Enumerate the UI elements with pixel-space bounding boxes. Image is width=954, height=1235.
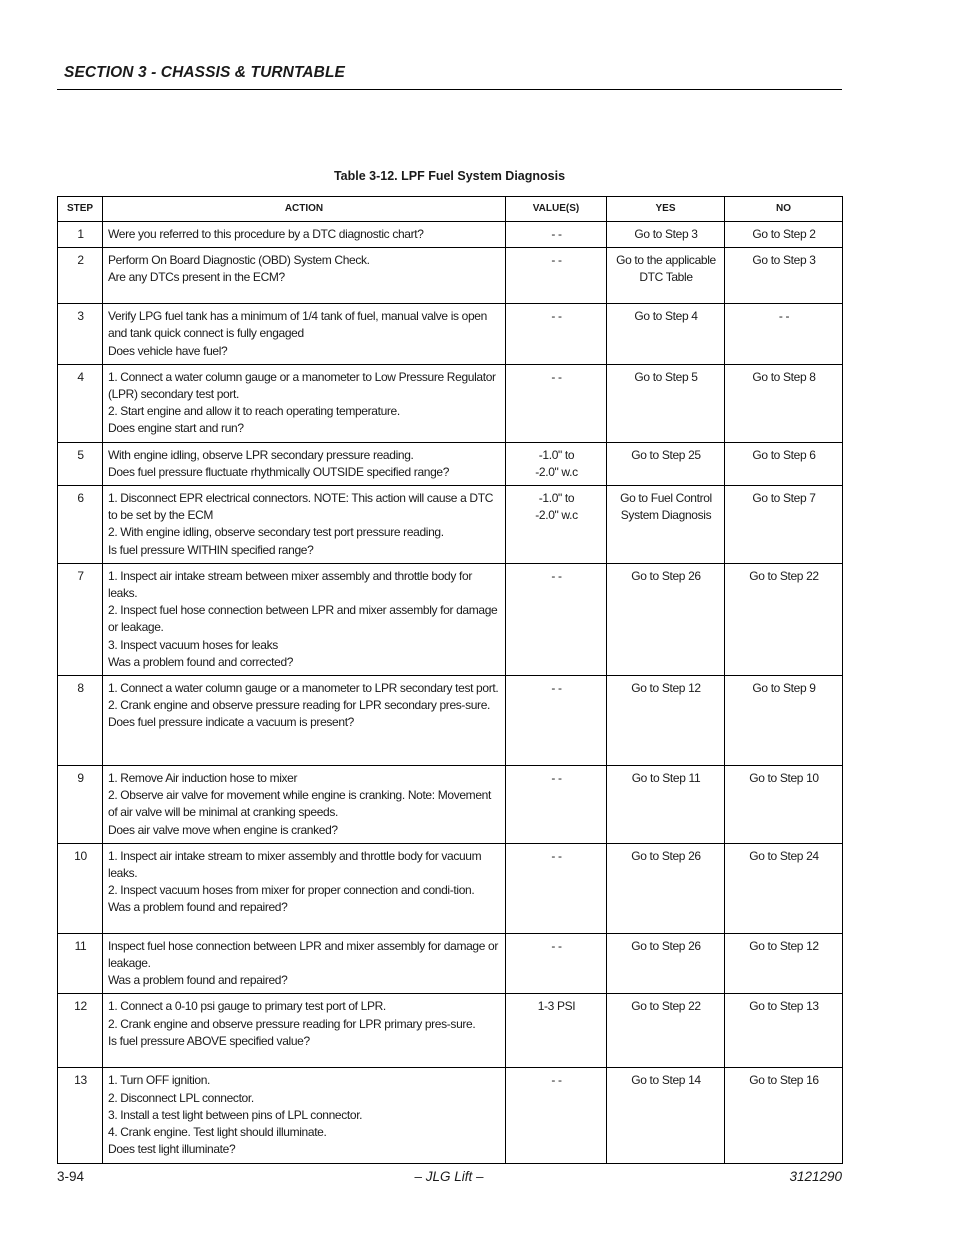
action-cell: 1. Inspect air intake stream to mixer assembly and throttle body for vacuum leaks. 2. Inspect vacuum hoses from mixer for proper connection and condi-tion. Was a problem found and repaired? — [103, 843, 506, 933]
value-cell: - - — [506, 676, 607, 766]
no-cell: Go to Step 13 — [725, 994, 843, 1068]
value-cell: -1.0" to -2.0" w.c — [506, 442, 607, 485]
value-cell: - - — [506, 766, 607, 844]
no-cell: Go to Step 8 — [725, 364, 843, 442]
value-cell: - - — [506, 304, 607, 365]
step-cell: 4 — [58, 364, 103, 442]
footer-brand: – JLG Lift – — [414, 1169, 484, 1184]
no-cell: Go to Step 6 — [725, 442, 843, 485]
action-cell: 1. Disconnect EPR electrical connectors. NOTE: This action will cause a DTC to be set by the ECM 2. With engine idling, observe secondary test port pressure reading. Is fuel pressure WITHIN specified range? — [103, 486, 506, 564]
yes-cell: Go to Step 4 — [607, 304, 725, 365]
table-row — [58, 486, 843, 564]
step-cell: 12 — [58, 994, 103, 1068]
action-cell: Verify LPG fuel tank has a minimum of 1/4 tank of fuel, manual valve is open and tank quick connect is fully engaged Does vehicle have fuel? — [103, 304, 506, 365]
table-row — [58, 222, 843, 248]
action-cell: 1. Turn OFF ignition. 2. Disconnect LPL connector. 3. Install a test light between pins of LPL connector. 4. Crank engine. Test light should illuminate. Does test light illuminate? — [103, 1068, 506, 1163]
action-cell: Perform On Board Diagnostic (OBD) System Check. Are any DTCs present in the ECM? — [103, 248, 506, 304]
page-number: 3-94 — [57, 1169, 85, 1184]
section-title: SECTION 3 - CHASSIS & TURNTABLE — [64, 64, 345, 81]
no-cell: Go to Step 7 — [725, 486, 843, 564]
no-cell: Go to Step 22 — [725, 563, 843, 675]
step-cell: 8 — [58, 676, 103, 766]
table-row — [58, 994, 843, 1068]
table-row — [58, 304, 843, 365]
step-cell: 3 — [58, 304, 103, 365]
table-row — [58, 1068, 843, 1163]
yes-cell: Go to Step 12 — [607, 676, 725, 766]
step-cell: 2 — [58, 248, 103, 304]
table-row — [58, 248, 843, 304]
header-divider — [57, 89, 842, 90]
no-cell: Go to Step 2 — [725, 222, 843, 248]
value-cell: - - — [506, 843, 607, 933]
yes-cell: Go to the applicable DTC Table — [607, 248, 725, 304]
step-cell: 13 — [58, 1068, 103, 1163]
action-cell: 1. Inspect air intake stream between mixer assembly and throttle body for leaks. 2. Inspect fuel hose connection between LPR and mixer assembly for damage or leakage. 3. Inspect vacuum hoses for leaks Was a problem found and corrected? — [103, 563, 506, 675]
table-row — [58, 766, 843, 844]
column-header-yes: YES — [607, 197, 725, 222]
table-row — [58, 676, 843, 766]
table-row — [58, 933, 843, 994]
document-number: 3121290 — [789, 1169, 842, 1184]
table-header-row — [58, 197, 843, 222]
yes-cell: Go to Step 5 — [607, 364, 725, 442]
action-cell: 1. Connect a water column gauge or a manometer to Low Pressure Regulator (LPR) secondary test port. 2. Start engine and allow it to reach operating temperature. Does engine start and run? — [103, 364, 506, 442]
column-header-action: ACTION — [103, 197, 506, 222]
action-cell: With engine idling, observe LPR secondary pressure reading. Does fuel pressure fluctuate rhythmically OUTSIDE specified range? — [103, 442, 506, 485]
no-cell: Go to Step 9 — [725, 676, 843, 766]
value-cell: - - — [506, 933, 607, 994]
step-cell: 5 — [58, 442, 103, 485]
step-cell: 10 — [58, 843, 103, 933]
column-header-step: STEP — [58, 197, 103, 222]
no-cell: Go to Step 16 — [725, 1068, 843, 1163]
table-row — [58, 442, 843, 485]
yes-cell: Go to Step 26 — [607, 843, 725, 933]
value-cell: 1-3 PSI — [506, 994, 607, 1068]
yes-cell: Go to Step 26 — [607, 933, 725, 994]
no-cell: Go to Step 10 — [725, 766, 843, 844]
value-cell: - - — [506, 222, 607, 248]
yes-cell: Go to Step 11 — [607, 766, 725, 844]
yes-cell: Go to Step 3 — [607, 222, 725, 248]
yes-cell: Go to Step 26 — [607, 563, 725, 675]
value-cell: - - — [506, 248, 607, 304]
value-cell: -1.0" to -2.0" w.c — [506, 486, 607, 564]
table-title: Table 3-12. LPF Fuel System Diagnosis — [333, 169, 566, 183]
column-header-no: NO — [725, 197, 843, 222]
step-cell: 1 — [58, 222, 103, 248]
table-row — [58, 563, 843, 675]
step-cell: 7 — [58, 563, 103, 675]
value-cell: - - — [506, 364, 607, 442]
no-cell: - - — [725, 304, 843, 365]
value-cell: - - — [506, 1068, 607, 1163]
action-cell: Were you referred to this procedure by a DTC diagnostic chart? — [103, 222, 506, 248]
table-row — [58, 364, 843, 442]
table-body — [58, 222, 843, 1164]
value-cell: - - — [506, 563, 607, 675]
diagnosis-table — [57, 196, 843, 1164]
action-cell: 1. Connect a water column gauge or a manometer to LPR secondary test port. 2. Crank engine and observe pressure reading for LPR secondary pres-sure. Does fuel pressure indicate a vacuum is present? — [103, 676, 506, 766]
step-cell: 9 — [58, 766, 103, 844]
step-cell: 11 — [58, 933, 103, 994]
action-cell: 1. Connect a 0-10 psi gauge to primary test port of LPR. 2. Crank engine and observe pressure reading for LPR primary pres-sure. Is fuel pressure ABOVE specified value? — [103, 994, 506, 1068]
table-row — [58, 843, 843, 933]
action-cell: Inspect fuel hose connection between LPR and mixer assembly for damage or leakage. Was a problem found and repaired? — [103, 933, 506, 994]
no-cell: Go to Step 12 — [725, 933, 843, 994]
no-cell: Go to Step 24 — [725, 843, 843, 933]
yes-cell: Go to Fuel Control System Diagnosis — [607, 486, 725, 564]
yes-cell: Go to Step 25 — [607, 442, 725, 485]
step-cell: 6 — [58, 486, 103, 564]
yes-cell: Go to Step 14 — [607, 1068, 725, 1163]
no-cell: Go to Step 3 — [725, 248, 843, 304]
yes-cell: Go to Step 22 — [607, 994, 725, 1068]
column-header-values: VALUE(S) — [506, 197, 607, 222]
action-cell: 1. Remove Air induction hose to mixer 2. Observe air valve for movement while engine is cranking. Note: Movement of air valve will be minimal at cranking speeds. Does air valve move when engine is cranked? — [103, 766, 506, 844]
